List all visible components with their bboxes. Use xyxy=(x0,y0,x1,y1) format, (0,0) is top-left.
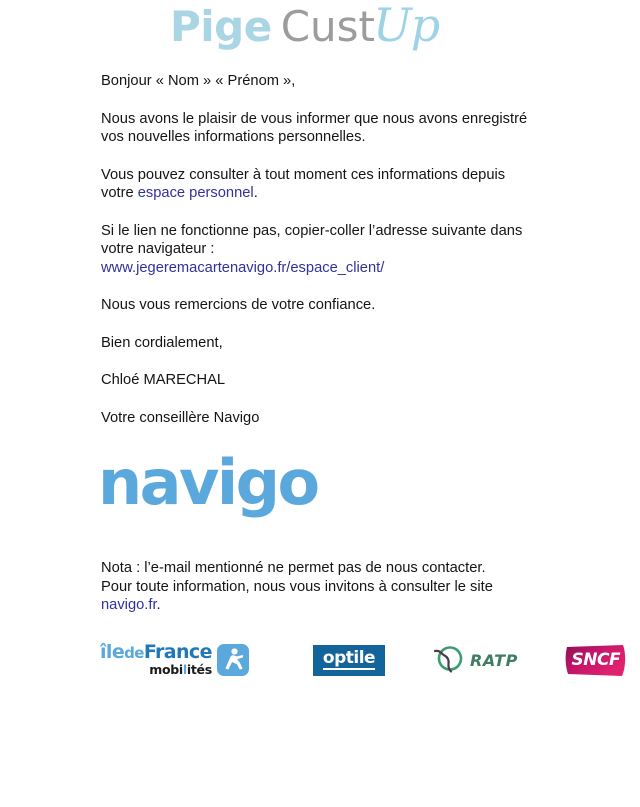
navigo-wordmark: navigo xyxy=(98,446,318,519)
idfm-text-mobilites-bar: l xyxy=(182,662,187,678)
brand-text-pige: Pige xyxy=(170,2,272,51)
sncf-box xyxy=(565,645,627,676)
pigecustup-logo xyxy=(170,0,440,52)
partner-logos xyxy=(0,641,640,680)
sncf-logo[interactable] xyxy=(565,645,627,676)
email-paragraph-2 xyxy=(101,166,531,203)
idfm-text-mobilites-b: ités xyxy=(186,662,212,678)
brand-text-cust: Cust xyxy=(280,2,376,51)
email-paragraph-3 xyxy=(101,222,531,278)
email-greeting: Bonjour « Nom » « Prénom », xyxy=(101,73,296,89)
optile-box xyxy=(313,645,385,676)
nota-line-2-end: . xyxy=(156,597,161,613)
ile-de-france-mobilites-logo[interactable] xyxy=(100,643,272,677)
brand-text-up: Up xyxy=(373,0,440,52)
ratp-seine-icon xyxy=(432,641,466,680)
ratp-logo[interactable] xyxy=(432,641,518,680)
navigo-logo xyxy=(0,446,640,519)
optile-wordmark: optile xyxy=(323,650,375,671)
espace-personnel-link[interactable]: espace personnel xyxy=(137,185,254,201)
email-closing: Bien cordialement, xyxy=(101,334,223,351)
ratp-wordmark: RATP xyxy=(470,650,518,670)
email-paragraph-1: Nous avons le plaisir de vous informer que nous avons enregistré vos nouvelles informations personnelles. xyxy=(101,110,528,145)
idfm-runner-icon xyxy=(217,644,249,676)
email-sender-title: Votre conseillère Navigo xyxy=(101,409,260,426)
paragraph-3-text: Si le lien ne fonctionne pas, copier-coller l’adresse suivante dans votre navigateur : xyxy=(101,222,523,257)
espace-client-url-link[interactable]: www.jegeremacartenavigo.fr/espace_client/ xyxy=(101,259,385,276)
idfm-row-bottom xyxy=(100,664,212,677)
navigo-fr-link[interactable]: navigo.fr xyxy=(101,597,157,613)
idfm-text-france: France xyxy=(143,641,212,664)
idfm-wordmark xyxy=(100,643,212,677)
optile-logo[interactable] xyxy=(313,645,385,676)
email-paragraph-4: Nous vous remercions de votre confiance. xyxy=(101,297,376,313)
idfm-text-mobilites-a: mobi xyxy=(149,662,183,678)
email-body xyxy=(0,72,640,427)
paragraph-2-text-after: . xyxy=(253,185,258,201)
nota-line-1: Nota : l’e-mail mentionné ne permet pas de nous contacter. xyxy=(101,560,486,576)
paragraph-2-text-before: Vous pouvez consulter à tout moment ces informations depuis votre xyxy=(101,166,506,201)
idfm-row-top xyxy=(100,643,212,662)
idfm-text-de: de xyxy=(124,644,144,663)
page-header xyxy=(0,0,640,72)
nota-text xyxy=(101,559,550,615)
nota-section xyxy=(0,559,640,615)
nota-line-2: Pour toute information, nous vous invitons à consulter le site xyxy=(101,578,493,595)
email-sender-name: Chloé MARECHAL xyxy=(101,372,226,388)
sncf-wordmark: SNCF xyxy=(571,650,621,670)
idfm-text-ile: île xyxy=(100,641,125,664)
